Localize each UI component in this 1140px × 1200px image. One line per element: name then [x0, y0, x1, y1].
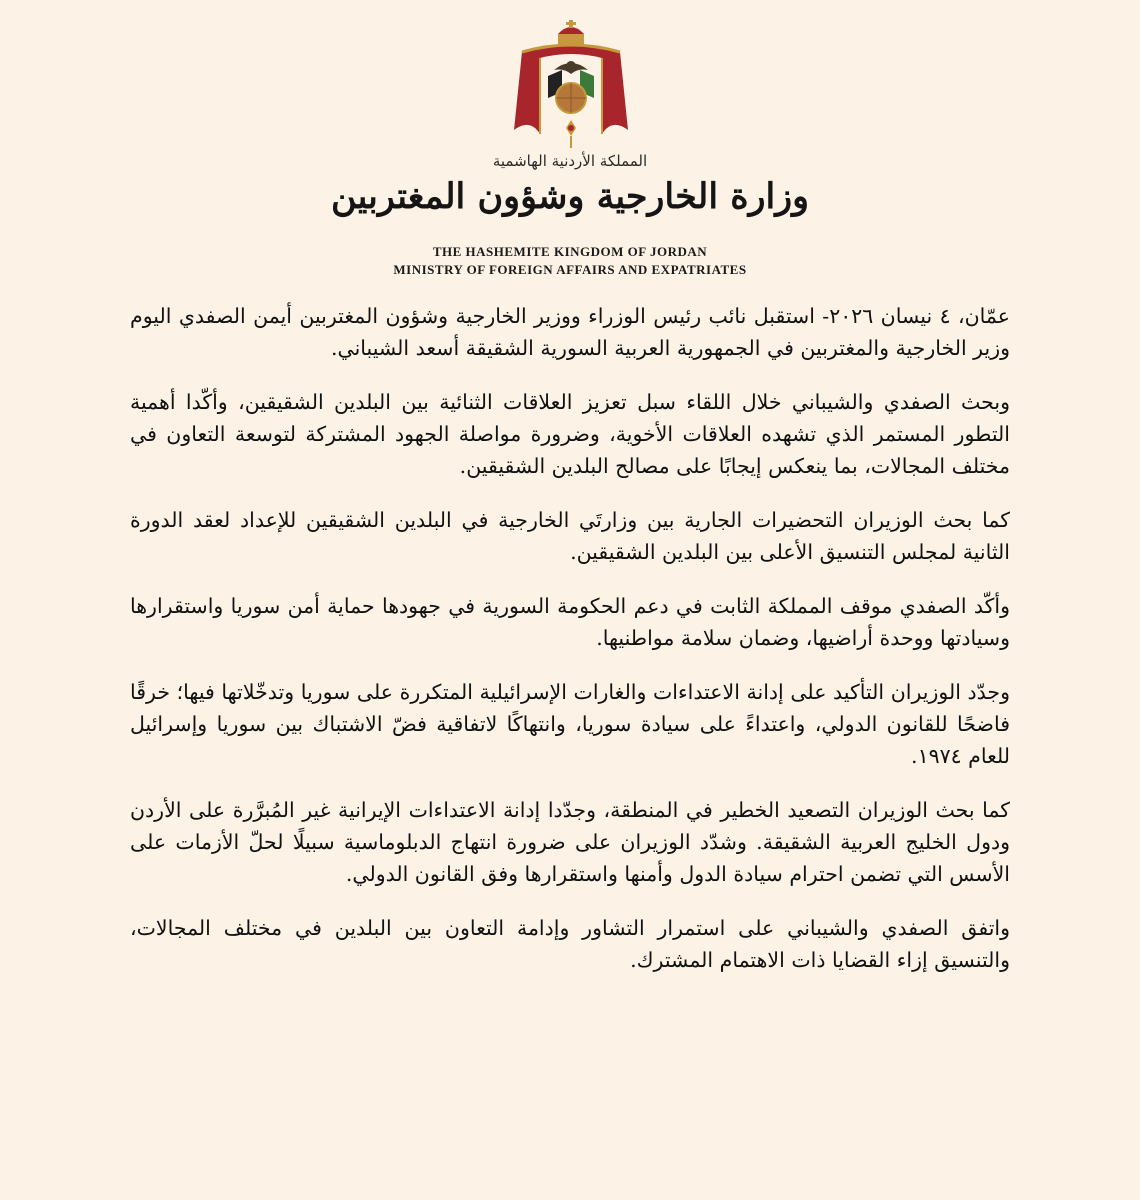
en-kingdom-name: THE HASHEMITE KINGDOM OF JORDAN — [432, 244, 708, 259]
press-release-body — [130, 300, 1010, 998]
paragraph-coordination-council: كما بحث الوزيران التحضيرات الجارية بين وزارتَي الخارجية في البلدين الشقيقين للإعداد لعقد الدورة الثانية لمجلس التنسيق الأعلى بين البلدين الشقيقين. — [130, 508, 1010, 564]
en-ministry-name: MINISTRY OF FOREIGN AFFAIRS AND EXPATRIATES — [393, 262, 747, 277]
paragraph-support: وأكّد الصفدي موقف المملكة الثابت في دعم الحكومة السورية في جهودها حماية أمن سوريا واستقرارها وسيادتها ووحدة أراضيها، وضمان سلامة مواطنيها. — [130, 594, 1010, 650]
paragraph-escalation: كما بحث الوزيران التصعيد الخطير في المنطقة، وجدّدا إدانة الاعتداءات الإيرانية غير المُبرَّرة على الأردن ودول الخليج العربية الشقيقة. وشدّد الوزيران على ضرورة انتهاج الدبلوماسية سبيلًا لحلّ الأزمات على الأسس التي تضمن احترام سيادة الدول وأمنها واستقرارها وفق القانون الدولي. — [130, 798, 1010, 886]
jordan-coat-of-arms-icon — [508, 18, 634, 156]
paragraph-bilateral: وبحث الصفدي والشيباني خلال اللقاء سبل تعزيز العلاقات الثنائية بين البلدين الشقيقين، وأكّدا أهمية التطور المستمر الذي تشهده العلاقات الأخوية، وضرورة مواصلة الجهود المشتركة لتوسعة التعاون في مختلف المجالات، بما ينعكس إيجابًا على مصالح البلدين الشقيقين. — [130, 390, 1010, 478]
letterhead — [0, 0, 1140, 290]
paragraph-intro: عمّان، ٤ نيسان ٢٠٢٦- استقبل نائب رئيس الوزراء ووزير الخارجية وشؤون المغتربين أيمن الصفدي اليوم وزير الخارجية والمغتربين في الجمهورية العربية السورية الشقيقة أسعد الشيباني. — [130, 304, 1010, 360]
ar-kingdom-name: المملكة الأردنية الهاشمية — [492, 152, 648, 170]
paragraph-condemnation: وجدّد الوزيران التأكيد على إدانة الاعتداءات والغارات الإسرائيلية المتكررة على سوريا وتدخّلاتها فيها؛ خرقًا فاضحًا للقانون الدولي، واعتداءً على سيادة سوريا، وانتهاكًا لاتفاقية فضّ الاشتباك بين سوريا وإسرائيل للعام ١٩٧٤. — [130, 680, 1010, 768]
paragraph-agreement: واتفق الصفدي والشيباني على استمرار التشاور وإدامة التعاون بين البلدين في مختلف المجالات، والتنسيق إزاء القضايا ذات الاهتمام المشترك. — [130, 916, 1010, 972]
ar-ministry-name: وزارة الخارجية وشؤون المغتربين — [330, 176, 810, 217]
